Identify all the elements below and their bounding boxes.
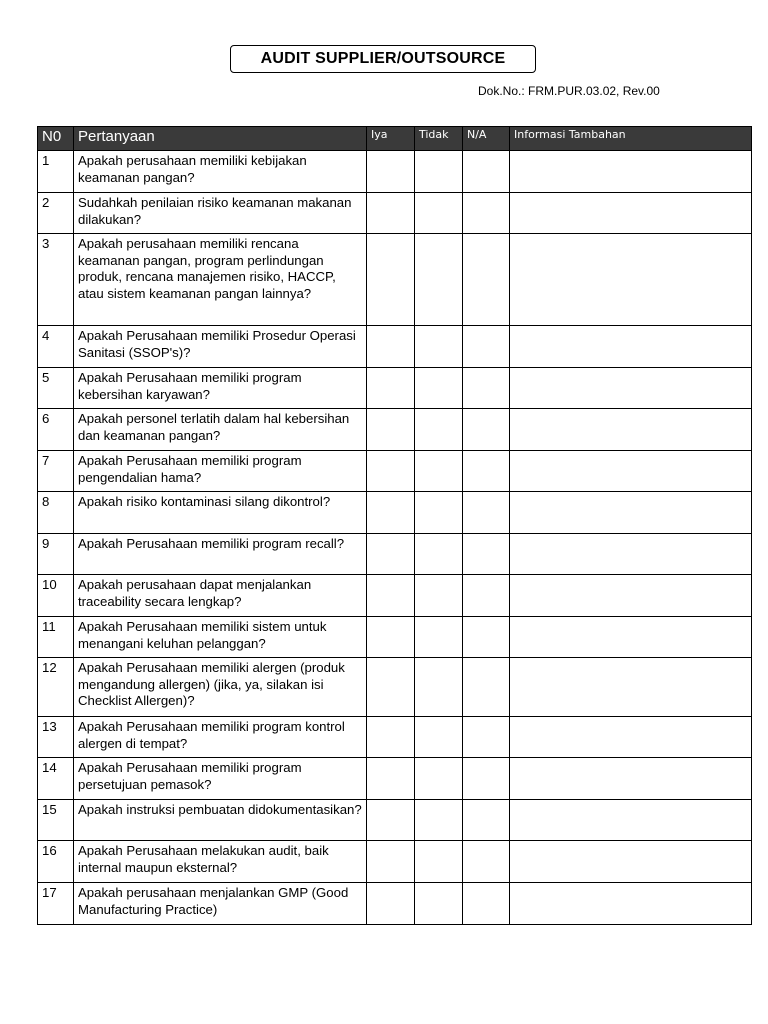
row-no-cell[interactable] bbox=[415, 658, 463, 717]
column-header-na: N/A bbox=[463, 127, 510, 151]
row-no-cell[interactable] bbox=[415, 151, 463, 193]
row-yes-cell[interactable] bbox=[367, 151, 415, 193]
table-row bbox=[38, 451, 752, 492]
row-additional-info-cell[interactable] bbox=[510, 617, 752, 658]
table-row bbox=[38, 617, 752, 658]
row-na-cell[interactable] bbox=[463, 409, 510, 451]
row-na-cell[interactable] bbox=[463, 492, 510, 534]
row-na-cell[interactable] bbox=[463, 658, 510, 717]
row-yes-cell[interactable] bbox=[367, 368, 415, 409]
row-question: Apakah risiko kontaminasi silang dikontrol? bbox=[74, 492, 367, 534]
document-number: Dok.No.: FRM.PUR.03.02, Rev.00 bbox=[478, 84, 660, 98]
row-number: 4 bbox=[38, 326, 74, 368]
row-question: Apakah Perusahaan memiliki program kebersihan karyawan? bbox=[74, 368, 367, 409]
row-number: 7 bbox=[38, 451, 74, 492]
row-no-cell[interactable] bbox=[415, 758, 463, 800]
row-additional-info-cell[interactable] bbox=[510, 151, 752, 193]
row-yes-cell[interactable] bbox=[367, 800, 415, 841]
row-na-cell[interactable] bbox=[463, 617, 510, 658]
table-row bbox=[38, 658, 752, 717]
row-yes-cell[interactable] bbox=[367, 326, 415, 368]
row-number: 11 bbox=[38, 617, 74, 658]
row-no-cell[interactable] bbox=[415, 409, 463, 451]
row-na-cell[interactable] bbox=[463, 717, 510, 758]
row-question: Apakah Perusahaan memiliki program recall? bbox=[74, 534, 367, 575]
row-no-cell[interactable] bbox=[415, 368, 463, 409]
row-no-cell[interactable] bbox=[415, 451, 463, 492]
row-question: Sudahkah penilaian risiko keamanan makanan dilakukan? bbox=[74, 193, 367, 234]
row-no-cell[interactable] bbox=[415, 492, 463, 534]
row-question: Apakah Perusahaan memiliki sistem untuk menangani keluhan pelanggan? bbox=[74, 617, 367, 658]
table-row bbox=[38, 841, 752, 883]
column-header-additional-info: Informasi Tambahan bbox=[510, 127, 752, 151]
row-na-cell[interactable] bbox=[463, 234, 510, 326]
row-question: Apakah perusahaan dapat menjalankan traceability secara lengkap? bbox=[74, 575, 367, 617]
column-header-no: Tidak bbox=[415, 127, 463, 151]
row-no-cell[interactable] bbox=[415, 326, 463, 368]
row-additional-info-cell[interactable] bbox=[510, 326, 752, 368]
row-no-cell[interactable] bbox=[415, 800, 463, 841]
row-question: Apakah perusahaan memiliki rencana keamanan pangan, program perlindungan produk, rencana manajemen risiko, HACCP, atau sistem keamanan pangan lainnya? bbox=[74, 234, 367, 326]
row-no-cell[interactable] bbox=[415, 841, 463, 883]
row-additional-info-cell[interactable] bbox=[510, 492, 752, 534]
row-yes-cell[interactable] bbox=[367, 883, 415, 925]
row-additional-info-cell[interactable] bbox=[510, 234, 752, 326]
row-number: 15 bbox=[38, 800, 74, 841]
row-additional-info-cell[interactable] bbox=[510, 800, 752, 841]
row-yes-cell[interactable] bbox=[367, 193, 415, 234]
row-yes-cell[interactable] bbox=[367, 492, 415, 534]
row-number: 13 bbox=[38, 717, 74, 758]
row-yes-cell[interactable] bbox=[367, 717, 415, 758]
row-no-cell[interactable] bbox=[415, 575, 463, 617]
row-additional-info-cell[interactable] bbox=[510, 534, 752, 575]
column-header-number: N0 bbox=[38, 127, 74, 151]
row-na-cell[interactable] bbox=[463, 368, 510, 409]
row-question: Apakah perusahaan memiliki kebijakan keamanan pangan? bbox=[74, 151, 367, 193]
table-row bbox=[38, 534, 752, 575]
row-number: 9 bbox=[38, 534, 74, 575]
row-additional-info-cell[interactable] bbox=[510, 883, 752, 925]
row-na-cell[interactable] bbox=[463, 883, 510, 925]
table-row bbox=[38, 800, 752, 841]
row-number: 16 bbox=[38, 841, 74, 883]
row-na-cell[interactable] bbox=[463, 800, 510, 841]
row-question: Apakah personel terlatih dalam hal kebersihan dan keamanan pangan? bbox=[74, 409, 367, 451]
row-number: 10 bbox=[38, 575, 74, 617]
row-yes-cell[interactable] bbox=[367, 658, 415, 717]
row-number: 12 bbox=[38, 658, 74, 717]
row-yes-cell[interactable] bbox=[367, 451, 415, 492]
row-no-cell[interactable] bbox=[415, 617, 463, 658]
row-na-cell[interactable] bbox=[463, 193, 510, 234]
row-number: 3 bbox=[38, 234, 74, 326]
document-title: AUDIT SUPPLIER/OUTSOURCE bbox=[260, 50, 506, 67]
table-row bbox=[38, 151, 752, 193]
row-additional-info-cell[interactable] bbox=[510, 658, 752, 717]
table-row bbox=[38, 234, 752, 326]
row-question: Apakah Perusahaan memiliki program persetujuan pemasok? bbox=[74, 758, 367, 800]
row-additional-info-cell[interactable] bbox=[510, 575, 752, 617]
row-question: Apakah Perusahaan memiliki alergen (produk mengandung allergen) (jika, ya, silakan isi Checklist Allergen)? bbox=[74, 658, 367, 717]
row-question: Apakah perusahaan menjalankan GMP (Good Manufacturing Practice) bbox=[74, 883, 367, 925]
row-no-cell[interactable] bbox=[415, 193, 463, 234]
row-na-cell[interactable] bbox=[463, 451, 510, 492]
row-number: 5 bbox=[38, 368, 74, 409]
row-question: Apakah Perusahaan melakukan audit, baik internal maupun eksternal? bbox=[74, 841, 367, 883]
table-row bbox=[38, 758, 752, 800]
row-additional-info-cell[interactable] bbox=[510, 193, 752, 234]
row-additional-info-cell[interactable] bbox=[510, 409, 752, 451]
row-question: Apakah Perusahaan memiliki program kontrol alergen di tempat? bbox=[74, 717, 367, 758]
table-row bbox=[38, 368, 752, 409]
row-number: 8 bbox=[38, 492, 74, 534]
row-yes-cell[interactable] bbox=[367, 534, 415, 575]
row-na-cell[interactable] bbox=[463, 534, 510, 575]
table-header-row bbox=[38, 127, 752, 151]
table-row bbox=[38, 193, 752, 234]
row-no-cell[interactable] bbox=[415, 883, 463, 925]
row-additional-info-cell[interactable] bbox=[510, 717, 752, 758]
row-na-cell[interactable] bbox=[463, 326, 510, 368]
row-number: 14 bbox=[38, 758, 74, 800]
row-yes-cell[interactable] bbox=[367, 575, 415, 617]
table-row bbox=[38, 492, 752, 534]
column-header-question: Pertanyaan bbox=[74, 127, 367, 151]
row-additional-info-cell[interactable] bbox=[510, 841, 752, 883]
row-number: 6 bbox=[38, 409, 74, 451]
row-na-cell[interactable] bbox=[463, 758, 510, 800]
row-na-cell[interactable] bbox=[463, 841, 510, 883]
row-additional-info-cell[interactable] bbox=[510, 758, 752, 800]
row-additional-info-cell[interactable] bbox=[510, 368, 752, 409]
row-na-cell[interactable] bbox=[463, 151, 510, 193]
row-no-cell[interactable] bbox=[415, 534, 463, 575]
row-number: 2 bbox=[38, 193, 74, 234]
table-row bbox=[38, 326, 752, 368]
row-number: 17 bbox=[38, 883, 74, 925]
audit-checklist-table bbox=[37, 126, 752, 925]
row-yes-cell[interactable] bbox=[367, 617, 415, 658]
row-number: 1 bbox=[38, 151, 74, 193]
row-question: Apakah Perusahaan memiliki program pengendalian hama? bbox=[74, 451, 367, 492]
row-no-cell[interactable] bbox=[415, 717, 463, 758]
document-title-box bbox=[230, 45, 536, 73]
row-na-cell[interactable] bbox=[463, 575, 510, 617]
table-row bbox=[38, 883, 752, 925]
row-no-cell[interactable] bbox=[415, 234, 463, 326]
row-yes-cell[interactable] bbox=[367, 758, 415, 800]
row-additional-info-cell[interactable] bbox=[510, 451, 752, 492]
row-question: Apakah instruksi pembuatan didokumentasikan? bbox=[74, 800, 367, 841]
row-yes-cell[interactable] bbox=[367, 234, 415, 326]
column-header-yes: Iya bbox=[367, 127, 415, 151]
row-yes-cell[interactable] bbox=[367, 841, 415, 883]
table-row bbox=[38, 717, 752, 758]
table-row bbox=[38, 409, 752, 451]
table-row bbox=[38, 575, 752, 617]
row-yes-cell[interactable] bbox=[367, 409, 415, 451]
row-question: Apakah Perusahaan memiliki Prosedur Operasi Sanitasi (SSOP's)? bbox=[74, 326, 367, 368]
